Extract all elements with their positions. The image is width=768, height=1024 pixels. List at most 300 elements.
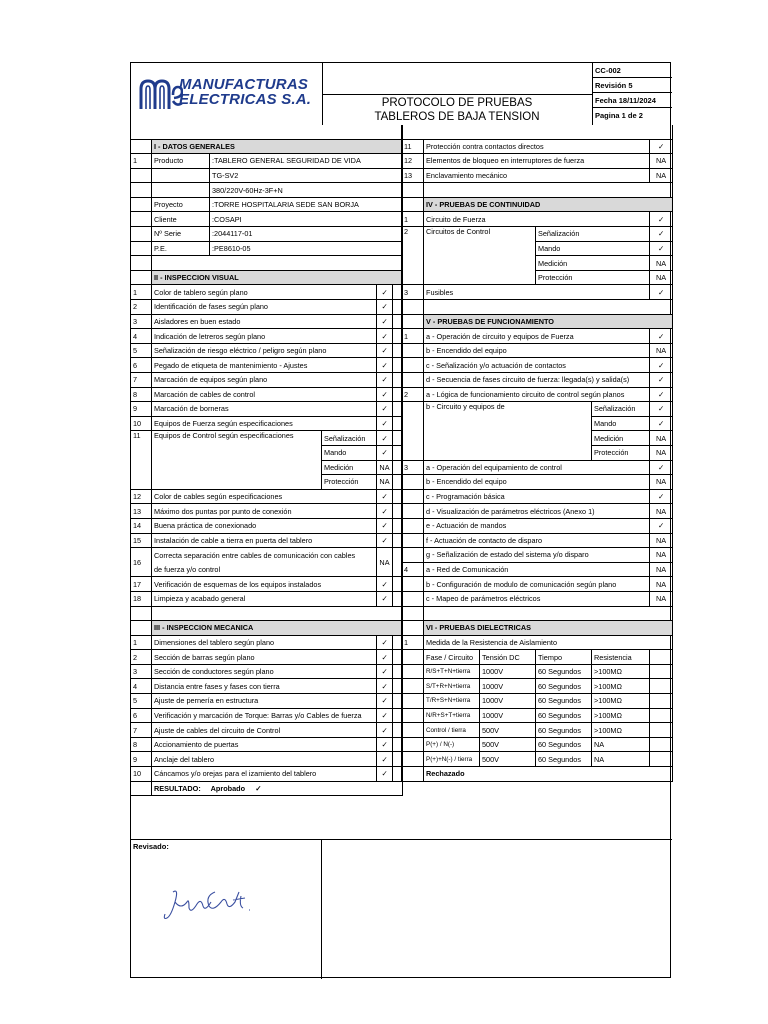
spacer-cell [402,300,424,315]
item-text: Distancia entre fases y fases con tierra [152,679,377,694]
value-producto: :TABLERO GENERAL SEGURIDAD DE VIDA [210,154,403,169]
spacer-cell [152,606,403,621]
voltage-cell: 1000V [480,694,536,709]
label-proyecto: Proyecto [152,197,210,212]
item-value: ✓ [377,737,393,752]
item-value: ✓ [377,679,393,694]
item-value: ✓ [377,752,393,767]
item-text: Correcta separación entre cables de comunicación con cables [152,548,377,563]
resistance-cell: NA [592,737,650,752]
item-value: ✓ [650,358,673,373]
row-num: 16 [131,548,152,577]
item-value: ✓ [650,329,673,344]
result-label: RESULTADO: [154,783,201,793]
spacer-cell [131,183,152,198]
spacer-cell [131,139,152,154]
item-text: Identificación de fases según plano [152,300,377,315]
spacer-cell [402,125,673,139]
result-rejected: Rechazado [424,767,673,782]
header-blank [322,63,593,94]
table-row [402,548,673,563]
time-cell: 60 Segundos [536,679,592,694]
spacer-cell [402,183,424,198]
phase-cell: P(+) / N(-) [424,737,480,752]
item-value: ✓ [650,489,673,504]
spacer-cell [424,183,673,198]
row-num [402,475,424,490]
phase-cell: P(+)+N(-) / tierra [424,752,480,767]
item-value: ✓ [377,431,393,446]
voltage-cell: 500V [480,737,536,752]
item-value: ✓ [650,227,673,242]
mecanica-items [131,635,403,781]
result-cell [152,781,403,796]
item-value: ✓ [377,489,393,504]
item-value: ✓ [377,635,393,650]
spacer-cell [131,227,152,242]
item-value: NA [650,343,673,358]
table-row [402,460,673,475]
resistance-cell: >100MΩ [592,694,650,709]
section-general: I - DATOS GENERALES [152,139,403,154]
item-value: ✓ [377,650,393,665]
table-row [131,723,403,738]
item-text: Buena práctica de conexionado [152,518,377,533]
item-text: Equipos de Fuerza según especificaciones [152,416,377,431]
item-text: c - Señalización y/o actuación de contactos [424,358,650,373]
section-funcionamiento: V - PRUEBAS DE FUNCIONAMIENTO [424,314,673,329]
spacer-cell [402,664,424,679]
voltage-cell: 1000V [480,679,536,694]
spacer-cell [424,606,673,621]
document-title [322,94,593,125]
row-num [402,489,424,504]
item-text: Fusibles [424,285,650,300]
item-text: Ajuste de cables del circuito de Control [152,723,377,738]
item-value: NA [650,533,673,548]
spacer-cell [424,300,673,315]
resistance-cell: >100MΩ [592,723,650,738]
logo-text [179,77,311,107]
row-num: 4 [131,329,152,344]
sub-item-label: Medición [536,256,650,271]
section-continuidad: IV - PRUEBAS DE CONTINUIDAD [424,197,673,212]
item-text: Color de cables según especificaciones [152,489,377,504]
item-text: Instalación de cable a tierra en puerta del tablero [152,533,377,548]
spacer-cell [402,679,424,694]
item-value: ✓ [377,767,393,782]
item-value: NA [650,154,673,169]
row-num [402,533,424,548]
item-text: Máximo dos puntas por punto de conexión [152,504,377,519]
item-value: NA [650,504,673,519]
table-row [131,431,403,446]
row-num: 12 [131,489,152,504]
spacer-cell [131,241,152,256]
table-row [131,708,403,723]
row-num: 17 [131,577,152,592]
item-value: ✓ [650,241,673,256]
table-row [131,650,403,665]
row-num [402,358,424,373]
table-row [402,373,673,388]
phase-cell: T/R+S+N+tierra [424,694,480,709]
title-line-2: TABLEROS DE BAJA TENSION [374,111,540,123]
item-value: ✓ [377,402,393,417]
spacer-cell [131,270,152,285]
table-row [402,533,673,548]
table-row [131,314,403,329]
item-text: Marcación de cables de control [152,387,377,402]
table-row [402,708,673,723]
table-row [131,635,403,650]
table-row [402,154,673,169]
row-num: 3 [402,285,424,300]
result-check-icon: ✓ [255,783,262,793]
time-cell: 60 Segundos [536,664,592,679]
row-num: 8 [131,387,152,402]
table-row [131,343,403,358]
item-value: ✓ [650,373,673,388]
row-num: 3 [131,314,152,329]
row-num: 6 [131,708,152,723]
table-row [402,329,673,344]
row-num: 1 [131,285,152,300]
table-row [402,504,673,519]
row-num: 13 [131,504,152,519]
item-text: Verificación y marcación de Torque: Barras y/o Cables de fuerza [152,708,377,723]
item-text: a - Red de Comunicación [424,562,650,577]
phase-cell: N/R+S+T+tierra [424,708,480,723]
item-text: Sección de conductores según plano [152,664,377,679]
document-meta [593,63,672,125]
item-value: NA [650,270,673,285]
func-group-4 [402,562,673,606]
spacer-cell [131,606,152,621]
table-row [131,591,403,606]
item-value: ✓ [377,314,393,329]
spacer-cell [650,723,673,738]
row-num: 2 [402,227,424,285]
table-row [131,373,403,388]
row-num: 10 [131,416,152,431]
table-row [131,767,403,782]
row-num [402,548,424,563]
item-value: ✓ [377,358,393,373]
table-row [131,577,403,592]
section-visual: II - INSPECCION VISUAL [152,270,403,285]
item-value: NA [377,460,393,475]
item-text: b - Circuito y equipos de [424,402,592,460]
doc-date: Fecha 18/11/2024 [593,93,672,108]
item-value: ✓ [377,708,393,723]
item-text: a - Lógica de funcionamiento circuito de control según planos [424,387,650,402]
item-value: ✓ [377,664,393,679]
revisado-label: Revisado: [133,842,169,851]
item-value: NA [650,475,673,490]
dielectric-header: Resistencia [592,650,650,665]
table-row [131,664,403,679]
spacer-cell [650,679,673,694]
logo-line-1: MANUFACTURAS [179,76,309,93]
sub-item-label: Señalización [536,227,650,242]
spacer-cell [650,708,673,723]
visual-items-2 [131,489,403,547]
func-group-3 [402,460,673,562]
sub-item-label: Protección [322,475,377,490]
item-value: ✓ [377,285,393,300]
sub-item-label: Mando [592,416,650,431]
row-num: 4 [131,679,152,694]
protocol-sheet [130,62,671,978]
sub-item-label: Protección [536,270,650,285]
spacer-cell [650,664,673,679]
spacer-cell [402,197,424,212]
table-row [131,285,403,300]
time-cell: 60 Segundos [536,694,592,709]
row-num: 8 [131,737,152,752]
spacer-cell [131,256,152,271]
row-num [402,504,424,519]
table-row [131,518,403,533]
phase-cell: S/T+R+N+tierra [424,679,480,694]
item-value: ✓ [377,504,393,519]
value-serie: :2044117-01 [210,227,403,242]
right-top-items [402,139,673,183]
item-text: Circuitos de Control [424,227,536,285]
item-value: NA [650,577,673,592]
row-num: 1 [131,635,152,650]
item-text: b - Encendido del equipo [424,343,650,358]
item-text: a - Operación del equipamiento de control [424,460,650,475]
table-row [402,139,673,154]
visual-items [131,285,403,431]
spacer-cell [152,256,403,271]
item-value: ✓ [650,416,673,431]
row-num: 11 [131,431,152,489]
item-text: b - Configuración de modulo de comunicación según plano [424,577,650,592]
row-num: 1 [402,329,424,344]
item-value: ✓ [650,402,673,417]
row-num: 3 [131,664,152,679]
label-serie: Nº Serie [152,227,210,242]
item-text: de fuerza y/o control [152,562,377,577]
table-row [131,694,403,709]
logo-mark-icon [137,75,183,115]
spacer-cell [402,606,424,621]
item-value: ✓ [377,343,393,358]
table-row [131,489,403,504]
resistance-cell: NA [592,752,650,767]
sub-item-label: Señalización [592,402,650,417]
table-row [131,387,403,402]
row-num: 5 [131,694,152,709]
approval-blank-area [322,839,672,979]
func-group-1 [402,329,673,387]
item-text: f - Actuación de contacto de disparo [424,533,650,548]
row-num [402,373,424,388]
row-num: 9 [131,402,152,417]
visual-item-11 [131,431,403,489]
label-producto: Producto [152,154,210,169]
spacer-cell [650,737,673,752]
table-row [402,591,673,606]
row-num [402,591,424,606]
item-text: c - Programación básica [424,489,650,504]
item-value: NA [377,475,393,490]
row-num: 14 [131,518,152,533]
phase-cell: Control / tierra [424,723,480,738]
item-text: Ajuste de pernería en estructura [152,694,377,709]
item-text: Marcación de borneras [152,402,377,417]
item-value: ✓ [377,694,393,709]
item-value: ✓ [377,445,393,460]
dielectric-header: Fase / Circuito [424,650,480,665]
table-row [402,562,673,577]
sub-item-label: Mando [322,445,377,460]
doc-code: CC-002 [593,63,672,78]
table-row [131,737,403,752]
item-value: NA [650,431,673,446]
item-text: Elementos de bloqueo en interruptores de fuerza [424,154,650,169]
spacer-cell [402,752,424,767]
revisado-area [131,839,322,979]
item-value: ✓ [377,387,393,402]
row-num: 11 [402,139,424,154]
dielectric-table [402,650,673,767]
table-row [402,489,673,504]
doc-revision: Revisión 5 [593,78,672,93]
voltage-cell: 1000V [480,708,536,723]
item-text: Cáncamos y/o orejas para el izamiento del tablero [152,767,377,782]
left-table [130,125,403,796]
signature-icon [159,880,269,930]
item-value: ✓ [377,329,393,344]
table-row [402,737,673,752]
item-value: ✓ [377,373,393,388]
spacer-cell [131,212,152,227]
row-num: 4 [402,562,424,577]
continuidad-control [402,227,673,285]
title-line-1: PROTOCOLO DE PRUEBAS [381,97,533,109]
table-row [131,300,403,315]
time-cell: 60 Segundos [536,723,592,738]
item-value: NA [650,256,673,271]
sub-item-label: Mando [536,241,650,256]
item-text: e - Actuación de mandos [424,518,650,533]
company-logo [131,63,323,125]
item-text: a - Operación de circuito y equipos de Fuerza [424,329,650,344]
table-row [402,723,673,738]
item-text: Pegado de etiqueta de mantenimiento - Ajustes [152,358,377,373]
row-num: 2 [402,387,424,402]
table-row [402,475,673,490]
item-text: Indicación de letreros según plano [152,329,377,344]
spacer-cell [650,752,673,767]
item-value: NA [650,548,673,563]
dielectric-header: Tensión DC [480,650,536,665]
item-value: ✓ [650,212,673,227]
voltage-cell: 500V [480,723,536,738]
item-value: NA [650,591,673,606]
row-num: 13 [402,168,424,183]
visual-items-3 [131,577,403,606]
dielectric-header: Tiempo [536,650,592,665]
result-approved: Aprobado [210,783,246,793]
time-cell: 60 Segundos [536,752,592,767]
row-num: 1 [131,154,152,169]
table-row [402,752,673,767]
resistance-cell: >100MΩ [592,679,650,694]
item-value: ✓ [650,139,673,154]
value-cliente: :COSAPI [210,212,403,227]
item-text: Señalización de riesgo eléctrico / peligro según plano [152,343,377,358]
table-row [131,679,403,694]
value-pe: :PE8610-05 [210,241,403,256]
table-row [402,343,673,358]
logo-line-2: ELECTRICAS S.A. [179,91,312,108]
table-row [131,533,403,548]
spacer-cell [650,694,673,709]
item-text: c - Mapeo de parámetros eléctricos [424,591,650,606]
row-num: 2 [131,300,152,315]
right-table [401,125,673,782]
item-text: b - Encendido del equipo [424,475,650,490]
table-row [131,329,403,344]
table-row [131,504,403,519]
section-dielectricas: VI - PRUEBAS DIELECTRICAS [424,621,673,636]
section-mecanica: III - INSPECCION MECANICA [152,621,403,636]
item-value: ✓ [650,285,673,300]
row-num: 10 [131,767,152,782]
spacer-cell [131,621,152,636]
func-group-2b [402,402,673,460]
item-value: ✓ [650,518,673,533]
spacer-cell [650,650,673,665]
item-text: d - Secuencia de fases circuito de fuerza: llegada(s) y salida(s) [424,373,650,388]
row-num: 3 [402,460,424,475]
sub-item-label: Medición [322,460,377,475]
value-proyecto: :TORRE HOSPITALARIA SEDE SAN BORJA [210,197,403,212]
item-value: ✓ [377,591,393,606]
item-text: g - Señalización de estado del sistema y/o disparo [424,548,650,563]
spacer-cell [402,767,424,782]
spacer-cell [131,197,152,212]
spacer-cell [402,737,424,752]
row-num: 7 [131,723,152,738]
time-cell: 60 Segundos [536,737,592,752]
item-text: Anclaje del tablero [152,752,377,767]
item-value: ✓ [650,387,673,402]
item-value: ✓ [377,300,393,315]
item-text: Circuito de Fuerza [424,212,650,227]
item-value: NA [650,562,673,577]
table-row [402,679,673,694]
row-num: 12 [402,154,424,169]
doc-page: Pagina 1 de 2 [595,111,643,120]
phase-cell: R/S+T+N+tierra [424,664,480,679]
spacer-cell [402,708,424,723]
value-producto-2: TG-SV2 [210,168,403,183]
item-value: NA [650,445,673,460]
resistance-cell: >100MΩ [592,708,650,723]
item-text: Equipos de Control según especificaciones [152,431,322,489]
spacer-row [131,125,403,139]
table-row [402,650,673,665]
row-num: 7 [131,373,152,388]
item-text: Accionamiento de puertas [152,737,377,752]
item-text: Limpieza y acabado general [152,591,377,606]
